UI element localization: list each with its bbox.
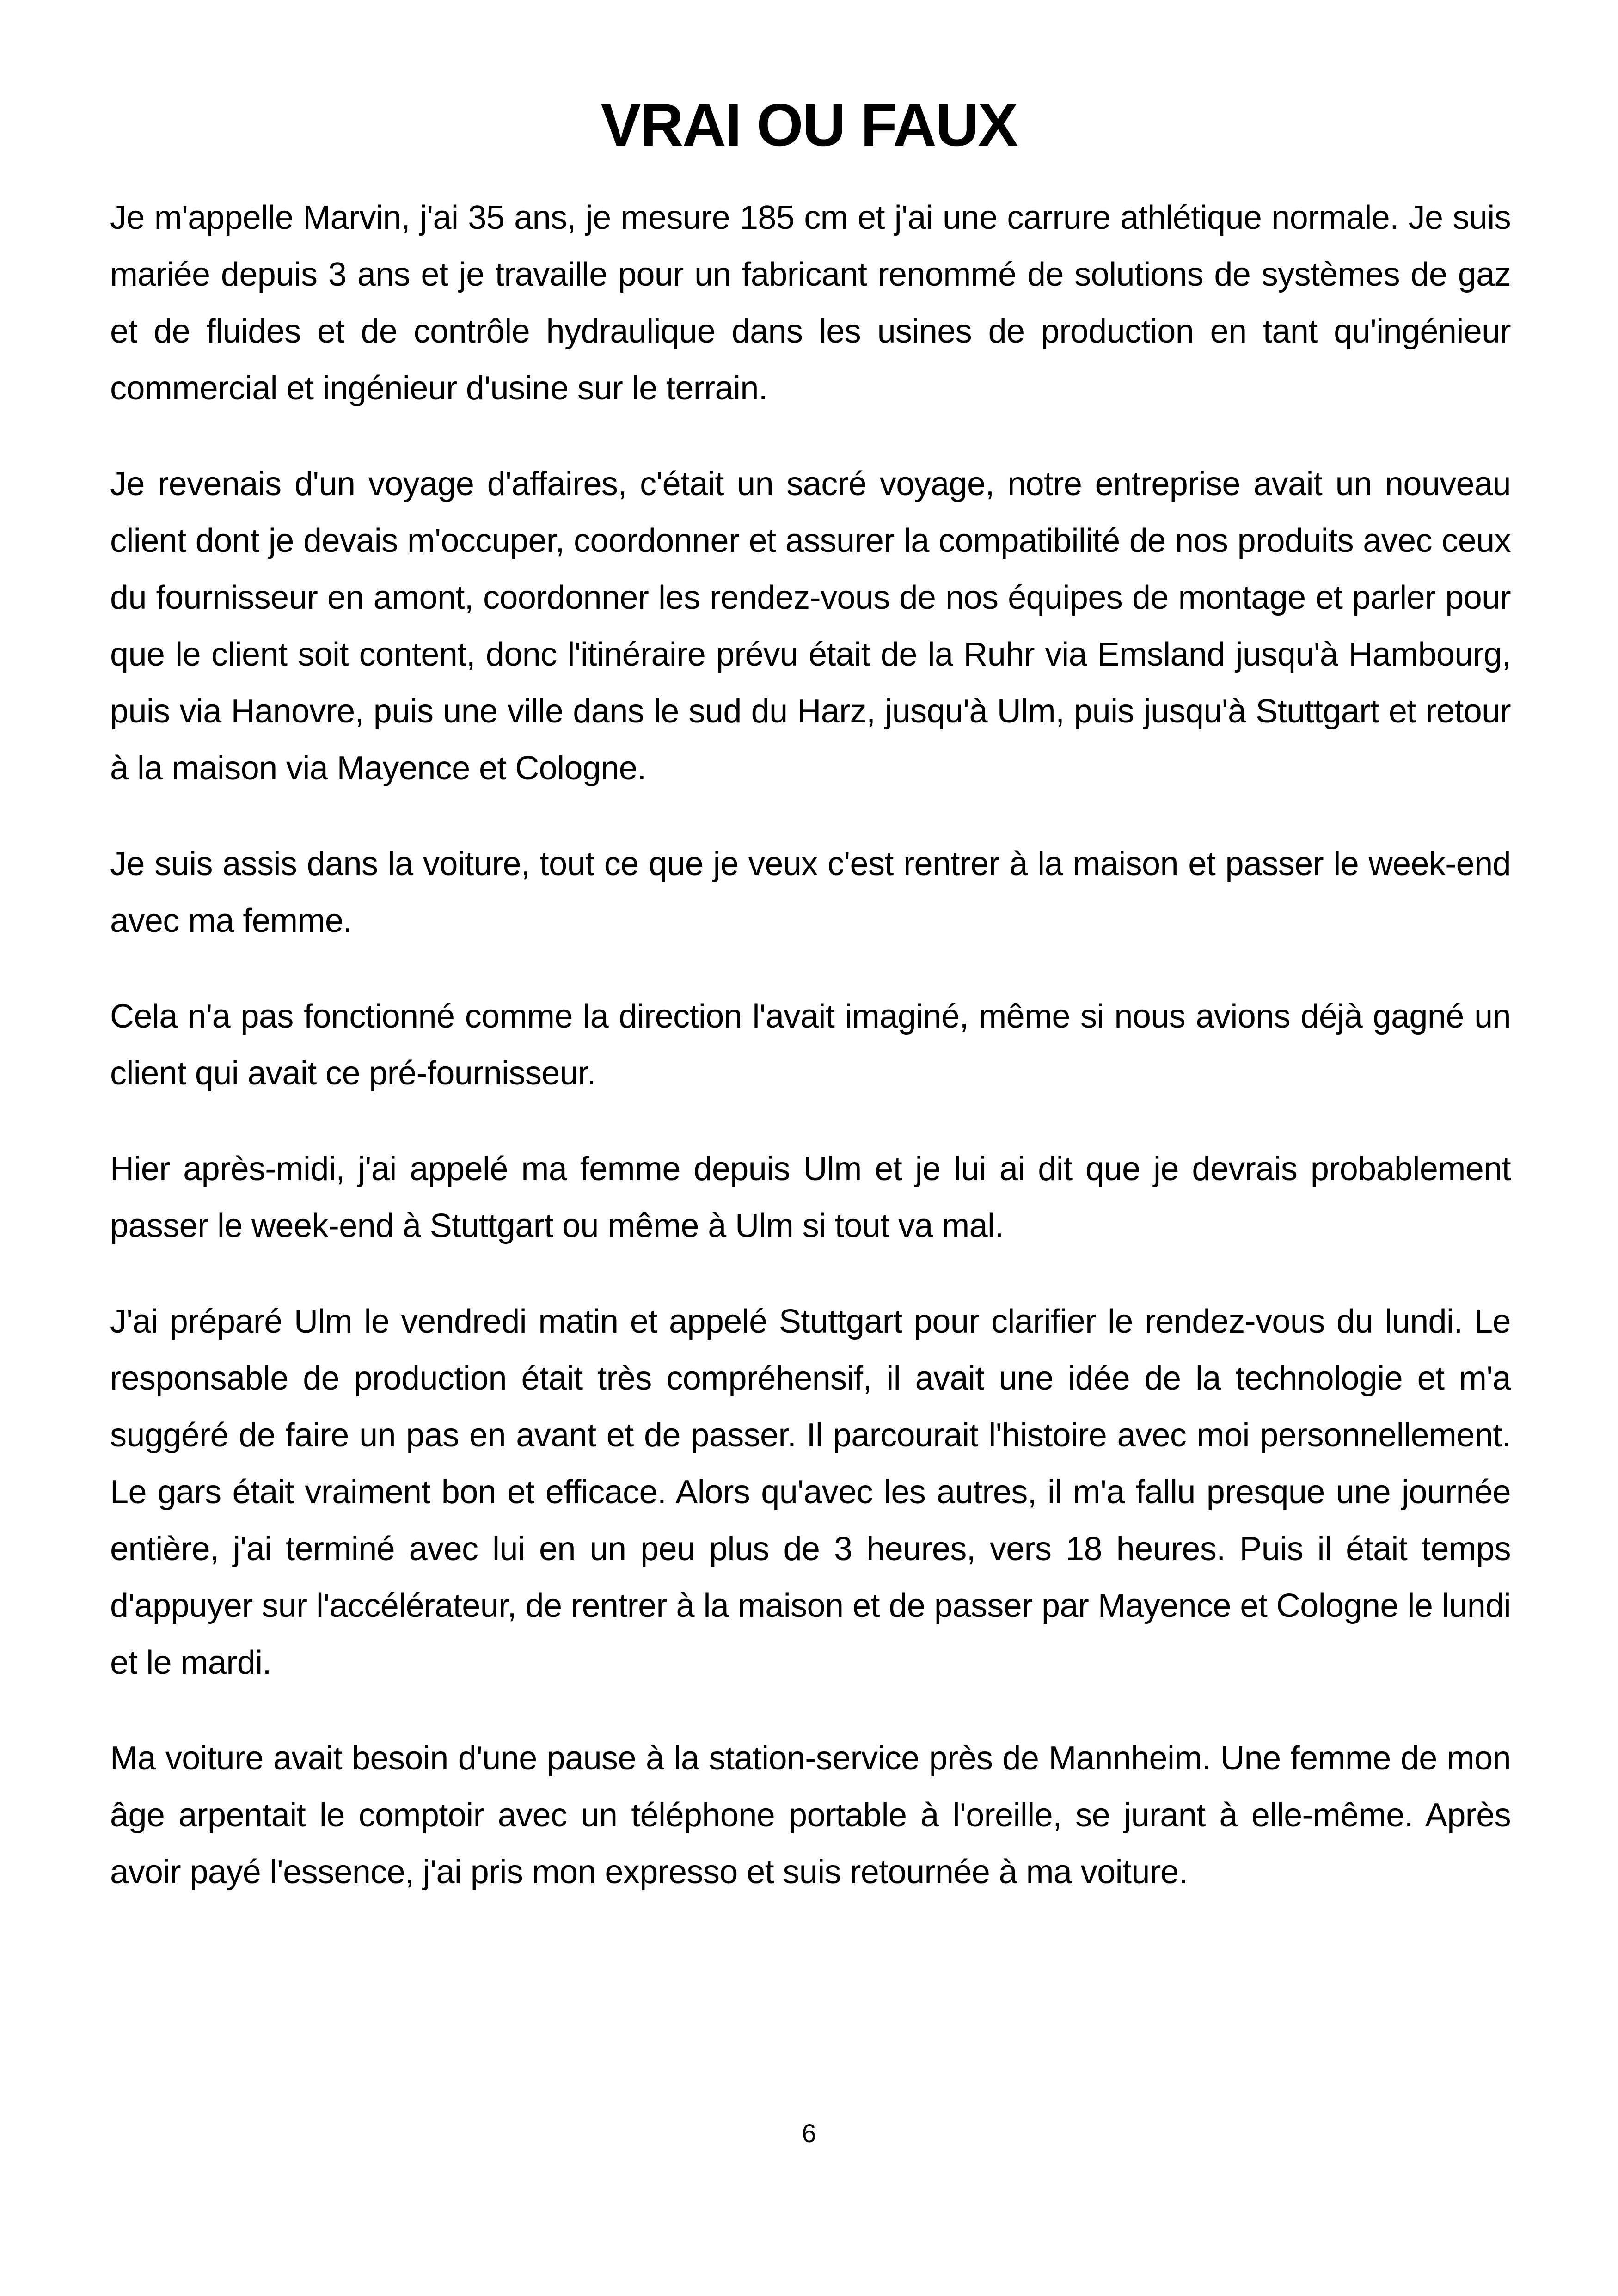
page-title: VRAI OU FAUX <box>601 91 1017 159</box>
paragraph-3: Je suis assis dans la voiture, tout ce que je veux c'est rentrer à la maison et passer le week-end avec ma femme. <box>110 845 1511 939</box>
paragraph-5: Hier après-midi, j'ai appelé ma femme depuis Ulm et je lui ai dit que je devrais probablement passer le week-end à Stuttgart ou même à Ulm si tout va mal. <box>110 1151 1511 1244</box>
paragraph-6: J'ai préparé Ulm le vendredi matin et appelé Stuttgart pour clarifier le rendez-vous du lundi. Le responsable de production était très compréhensif, il avait une idée de la technologie et m'a suggéré de faire un pas en avant et de passer. Il parcourait l'histoire avec moi personnellement. Le gars était vraiment bon et efficace. Alors qu'avec les autres, il m'a fallu presque une journée entière, j'ai terminé avec lui en un peu plus de 3 heures, vers 18 heures. Puis il était temps d'appuyer sur l'accélérateur, de rentrer à la maison et de passer par Mayence et Cologne le lundi et le mardi. <box>110 1303 1511 1681</box>
document-body <box>110 190 1511 1940</box>
paragraph-4: Cela n'a pas fonctionné comme la direction l'avait imaginé, même si nous avions déjà gagné un client qui avait ce pré-fournisseur. <box>110 998 1511 1092</box>
paragraph-1: Je m'appelle Marvin, j'ai 35 ans, je mesure 185 cm et j'ai une carrure athlétique normale. Je suis mariée depuis 3 ans et je travaille pour un fabricant renommé de solutions de systèmes de gaz et de fluides et de contrôle hydraulique dans les usines de production en tant qu'ingénieur commercial et ingénieur d'usine sur le terrain. <box>110 199 1511 407</box>
paragraph-7: Ma voiture avait besoin d'une pause à la station-service près de Mannheim. Une femme de mon âge arpentait le comptoir avec un téléphone portable à l'oreille, se jurant à elle-même. Après avoir payé l'essence, j'ai pris mon expresso et suis retournée à ma voiture. <box>110 1740 1511 1891</box>
paragraph-2: Je revenais d'un voyage d'affaires, c'était un sacré voyage, notre entreprise avait un nouveau client dont je devais m'occuper, coordonner et assurer la compatibilité de nos produits avec ceux du fournisseur en amont, coordonner les rendez-vous de nos équipes de montage et parler pour que le client soit content, donc l'itinéraire prévu était de la Ruhr via Emsland jusqu'à Hambourg, puis via Hanovre, puis une ville dans le sud du Harz, jusqu'à Ulm, puis jusqu'à Stuttgart et retour à la maison via Mayence et Cologne. <box>110 465 1511 787</box>
page-number: 6 <box>802 2118 816 2148</box>
